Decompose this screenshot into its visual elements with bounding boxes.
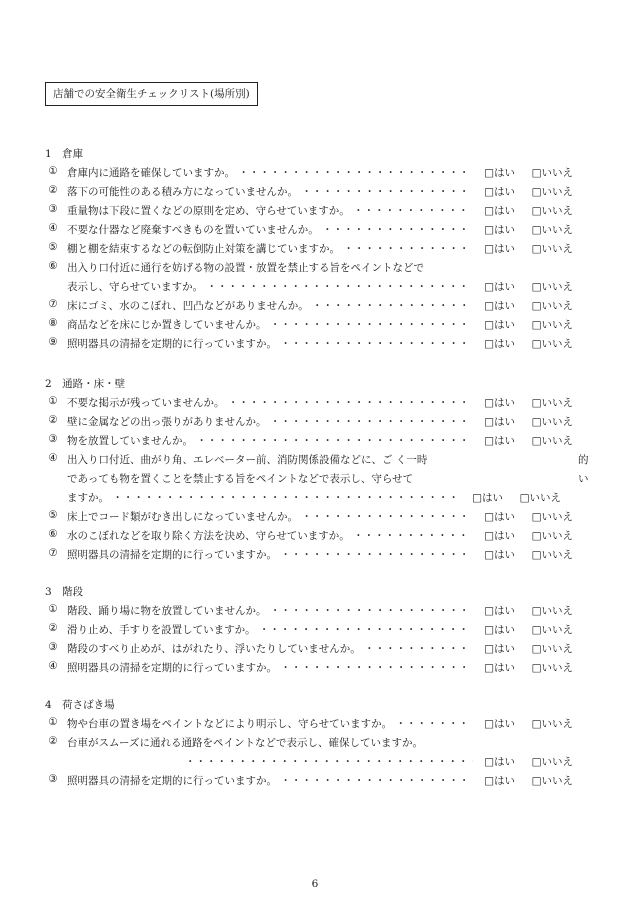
no-checkbox[interactable]: □いいえ xyxy=(531,397,573,409)
yes-checkbox[interactable]: □はい xyxy=(484,281,515,293)
page-number: 6 xyxy=(311,878,319,890)
item-text: 出入り口付近に通行を妨げる物の設置・放置を禁止する旨をペイントなどで xyxy=(67,262,424,274)
item-number: ② xyxy=(48,184,58,196)
no-checkbox[interactable]: □いいえ xyxy=(531,435,573,447)
section-heading: 3 階段 xyxy=(45,586,84,598)
no-checkbox[interactable]: □いいえ xyxy=(531,643,573,655)
item-text: 照明器具の清掃を定期的に行っていますか。 ・・・・・・・・・・・・・・・・・・・・・・・・・・・・・・・・・・・・・・・・・・・・・・・・・・・・・・・・ xyxy=(67,547,473,562)
item-text: 照明器具の清掃を定期的に行っていますか。 ・・・・・・・・・・・・・・・・・・・・・・・・・・・・・・・・・・・・・・・・・・・・・・・・・・・・・・・・ xyxy=(67,660,473,675)
checklist-item xyxy=(45,509,573,528)
yes-checkbox[interactable]: □はい xyxy=(484,205,515,217)
no-checkbox[interactable]: □いいえ xyxy=(531,167,573,179)
yes-checkbox[interactable]: □はい xyxy=(484,643,515,655)
checklist-item xyxy=(45,336,573,355)
item-number: ④ xyxy=(48,452,58,464)
item-number: ① xyxy=(48,603,58,615)
item-text: 重量物は下段に置くなどの原則を定め、守らせていますか。 ・・・・・・・・・・・・・・・・・・・・・・・・・・・・・・・・・・・・・・・・・・・・・・・・・・・・・・・・ xyxy=(67,203,473,218)
no-checkbox[interactable]: □いいえ xyxy=(519,492,561,504)
yes-checkbox[interactable]: □はい xyxy=(484,186,515,198)
checklist-item xyxy=(45,414,573,433)
yes-checkbox[interactable]: □はい xyxy=(484,435,515,447)
no-checkbox[interactable]: □いいえ xyxy=(531,224,573,236)
yes-checkbox[interactable]: □はい xyxy=(484,511,515,523)
leader-dots xyxy=(185,754,473,769)
item-text: 物や台車の置き場をペイントなどにより明示し、守らせていますか。 ・・・・・・・・・・・・・・・・・・・・・・・・・・・・・・・・・・・・・・・・・・・・・・・・・・・・・・・・ xyxy=(67,716,473,731)
item-text: 倉庫内に通路を確保していますか。 ・・・・・・・・・・・・・・・・・・・・・・・・・・・・・・・・・・・・・・・・・・・・・・・・・・・・・・・・ xyxy=(67,165,473,180)
no-checkbox[interactable]: □いいえ xyxy=(531,416,573,428)
item-number: ③ xyxy=(48,433,58,445)
item-text: 棚と棚を結束するなどの転倒防止対策を講じていますか。 ・・・・・・・・・・・・・・・・・・・・・・・・・・・・・・・・・・・・・・・・・・・・・・・・・・・・・・・・ xyxy=(67,241,473,256)
yes-checkbox[interactable]: □はい xyxy=(484,530,515,542)
item-number: ④ xyxy=(48,222,58,234)
checklist-item xyxy=(45,317,573,336)
section-heading: 1 倉庫 xyxy=(45,148,84,160)
checklist-item xyxy=(45,641,573,660)
item-text: 出入り口付近、曲がり角、エレベーター前、消防関係設備などに、ご く一時 xyxy=(67,454,428,466)
yes-checkbox[interactable]: □はい xyxy=(484,243,515,255)
no-checkbox[interactable]: □いいえ xyxy=(531,319,573,331)
item-number: ⑦ xyxy=(48,547,58,559)
item-text: 落下の可能性のある積み方になっていませんか。 ・・・・・・・・・・・・・・・・・・・・・・・・・・・・・・・・・・・・・・・・・・・・・・・・・・・・・・・・ xyxy=(67,184,473,199)
item-text: 照明器具の清掃を定期的に行っていますか。 ・・・・・・・・・・・・・・・・・・・・・・・・・・・・・・・・・・・・・・・・・・・・・・・・・・・・・・・・ xyxy=(67,773,473,788)
section-heading: 2 通路・床・壁 xyxy=(45,378,126,390)
yes-checkbox[interactable]: □はい xyxy=(484,662,515,674)
no-checkbox[interactable]: □いいえ xyxy=(531,300,573,312)
checklist-item xyxy=(45,622,573,641)
item-number: ① xyxy=(48,716,58,728)
yes-checkbox[interactable]: □はい xyxy=(472,492,503,504)
checklist-item xyxy=(45,222,573,241)
no-checkbox[interactable]: □いいえ xyxy=(531,605,573,617)
checklist-item xyxy=(45,241,573,260)
yes-checkbox[interactable]: □はい xyxy=(484,718,515,730)
yes-checkbox[interactable]: □はい xyxy=(484,300,515,312)
no-checkbox[interactable]: □いいえ xyxy=(531,186,573,198)
yes-checkbox[interactable]: □はい xyxy=(484,224,515,236)
checklist-item xyxy=(45,660,573,679)
no-checkbox[interactable]: □いいえ xyxy=(531,624,573,636)
no-checkbox[interactable]: □いいえ xyxy=(531,530,573,542)
no-checkbox[interactable]: □いいえ xyxy=(531,243,573,255)
item-number: ⑤ xyxy=(48,509,58,521)
item-text: 壁に金属などの出っ張りがありませんか。 ・・・・・・・・・・・・・・・・・・・・・・・・・・・・・・・・・・・・・・・・・・・・・・・・・・・・・・・・ xyxy=(67,414,473,429)
yes-checkbox[interactable]: □はい xyxy=(484,338,515,350)
item-text: 不要な掲示が残っていませんか。 ・・・・・・・・・・・・・・・・・・・・・・・・・・・・・・・・・・・・・・・・・・・・・・・・・・・・・・・・ xyxy=(67,395,473,410)
checklist-item xyxy=(45,773,573,792)
checklist-item-continued xyxy=(45,490,561,509)
item-text: 床上でコード類がむき出しになっていませんか。 ・・・・・・・・・・・・・・・・・・・・・・・・・・・・・・・・・・・・・・・・・・・・・・・・・・・・・・・・ xyxy=(67,509,473,524)
section-heading: 4 荷さばき場 xyxy=(45,699,115,711)
item-number: ① xyxy=(48,395,58,407)
item-text: 商品などを床にじか置きしていませんか。 ・・・・・・・・・・・・・・・・・・・・・・・・・・・・・・・・・・・・・・・・・・・・・・・・・・・・・・・・ xyxy=(67,317,473,332)
yes-checkbox[interactable]: □はい xyxy=(484,624,515,636)
checklist-item xyxy=(45,547,573,566)
checklist-item xyxy=(45,298,573,317)
item-text-continued: 表示し、守らせていますか。 ・・・・・・・・・・・・・・・・・・・・・・・・・・・・・・・・・・・・・・・・・・・・・・・・・・・・・・・・ xyxy=(67,279,473,294)
no-checkbox[interactable]: □いいえ xyxy=(531,775,573,787)
checklist-item xyxy=(45,260,573,279)
checklist-item xyxy=(45,395,573,414)
no-checkbox[interactable]: □いいえ xyxy=(531,511,573,523)
item-text: 床にゴミ、水のこぼれ、凹凸などがありませんか。 ・・・・・・・・・・・・・・・・・・・・・・・・・・・・・・・・・・・・・・・・・・・・・・・・・・・・・・・・ xyxy=(67,298,473,313)
item-number: ④ xyxy=(48,660,58,672)
item-text-continued: であっても物を置くことを禁止する旨をペイントなどで表示し、守らせて xyxy=(67,473,414,485)
no-checkbox[interactable]: □いいえ xyxy=(531,662,573,674)
item-number: ⑨ xyxy=(48,336,58,348)
item-number: ② xyxy=(48,414,58,426)
item-text: 階段、踊り場に物を放置していませんか。 ・・・・・・・・・・・・・・・・・・・・・・・・・・・・・・・・・・・・・・・・・・・・・・・・・・・・・・・・ xyxy=(67,603,473,618)
yes-checkbox[interactable]: □はい xyxy=(484,756,515,768)
no-checkbox[interactable]: □いいえ xyxy=(531,281,573,293)
item-number: ③ xyxy=(48,773,58,785)
margin-fragment: い xyxy=(578,473,589,485)
item-text: 階段のすべり止めが、はがれたり、浮いたりしていませんか。 ・・・・・・・・・・・・・・・・・・・・・・・・・・・・・・・・・・・・・・・・・・・・・・・・・・・・・・・・ xyxy=(67,641,473,656)
yes-checkbox[interactable]: □はい xyxy=(484,416,515,428)
page-title: 店舗での安全衛生チェックリスト(場所別) xyxy=(45,82,258,106)
item-number: ③ xyxy=(48,641,58,653)
yes-checkbox[interactable]: □はい xyxy=(484,605,515,617)
item-text: 水のこぼれなどを取り除く方法を決め、守らせていますか。 ・・・・・・・・・・・・・・・・・・・・・・・・・・・・・・・・・・・・・・・・・・・・・・・・・・・・・・・・ xyxy=(67,528,473,543)
checklist-item-continued xyxy=(45,471,573,490)
no-checkbox[interactable]: □いいえ xyxy=(531,718,573,730)
checklist-item-continued xyxy=(45,754,573,773)
item-number: ① xyxy=(48,165,58,177)
checklist-item xyxy=(45,203,573,222)
yes-checkbox[interactable]: □はい xyxy=(484,775,515,787)
no-checkbox[interactable]: □いいえ xyxy=(531,205,573,217)
checklist-item xyxy=(45,184,573,203)
no-checkbox[interactable]: □いいえ xyxy=(531,756,573,768)
item-text: 照明器具の清掃を定期的に行っていますか。 ・・・・・・・・・・・・・・・・・・・・・・・・・・・・・・・・・・・・・・・・・・・・・・・・・・・・・・・・ xyxy=(67,336,473,351)
item-number: ⑥ xyxy=(48,260,58,272)
item-text: 台車がスムーズに通れる通路をペイントなどで表示し、確保していますか。 xyxy=(67,737,423,749)
item-text: 物を放置していませんか。 ・・・・・・・・・・・・・・・・・・・・・・・・・・・・・・・・・・・・・・・・・・・・・・・・・・・・・・・・ xyxy=(67,433,473,448)
checklist-item xyxy=(45,603,573,622)
no-checkbox[interactable]: □いいえ xyxy=(531,549,573,561)
no-checkbox[interactable]: □いいえ xyxy=(531,338,573,350)
item-number: ⑦ xyxy=(48,298,58,310)
item-number: ③ xyxy=(48,203,58,215)
item-number: ⑧ xyxy=(48,317,58,329)
item-number: ⑤ xyxy=(48,241,58,253)
checklist-item xyxy=(45,452,573,471)
yes-checkbox[interactable]: □はい xyxy=(484,319,515,331)
item-text: 不要な什器など廃棄すべきものを置いていませんか。 ・・・・・・・・・・・・・・・・・・・・・・・・・・・・・・・・・・・・・・・・・・・・・・・・・・・・・・・・ xyxy=(67,222,473,237)
checklist-item xyxy=(45,165,573,184)
yes-checkbox[interactable]: □はい xyxy=(484,167,515,179)
item-number: ⑥ xyxy=(48,528,58,540)
yes-checkbox[interactable]: □はい xyxy=(484,549,515,561)
item-text-continued: ますか。 ・・・・・・・・・・・・・・・・・・・・・・・・・・・・・・・・・・・・・・・・・・・・・・・・・・・・・・・・ xyxy=(67,490,461,505)
checklist-item-continued xyxy=(45,279,573,298)
checklist-item xyxy=(45,528,573,547)
item-number: ② xyxy=(48,735,58,747)
item-text: 滑り止め、手すりを設置していますか。 ・・・・・・・・・・・・・・・・・・・・・・・・・・・・・・・・・・・・・・・・・・・・・・・・・・・・・・・・ xyxy=(67,622,473,637)
checklist-item xyxy=(45,433,573,452)
checklist-item xyxy=(45,716,573,735)
yes-checkbox[interactable]: □はい xyxy=(484,397,515,409)
checklist-item xyxy=(45,735,573,754)
item-number: ② xyxy=(48,622,58,634)
margin-fragment: 的 xyxy=(578,454,589,466)
